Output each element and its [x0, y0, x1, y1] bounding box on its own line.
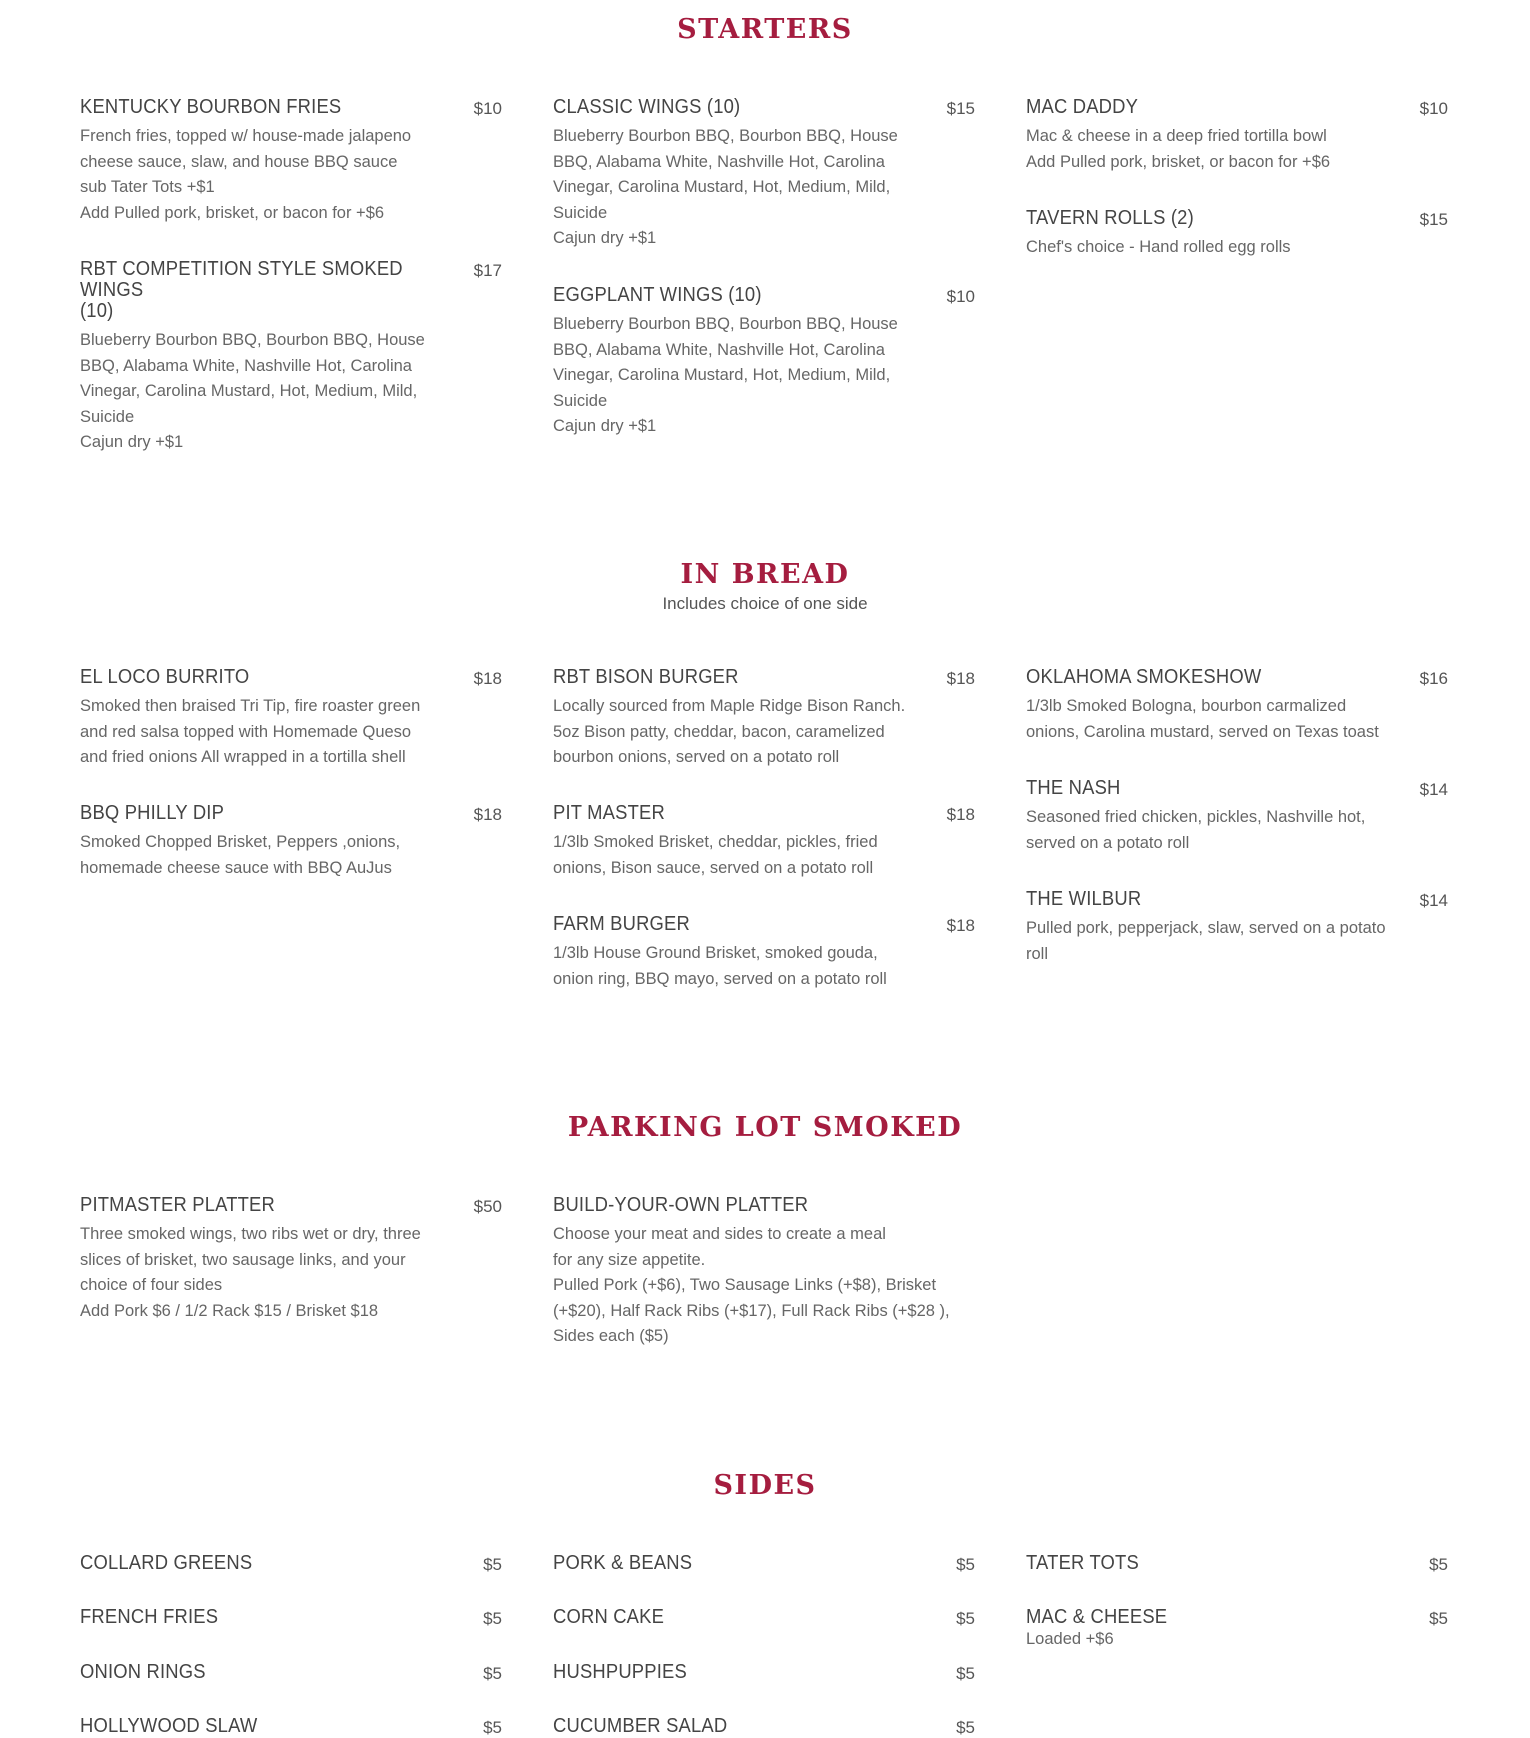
item-description: [1026, 694, 1396, 745]
item-name: HUSHPUPPIES: [553, 1661, 687, 1683]
item-description: [553, 1222, 973, 1350]
side-item: [1026, 1553, 1448, 1574]
item-desc-line: Mac & cheese in a deep fried tortilla bowl: [1026, 127, 1327, 145]
item-description: [1026, 916, 1396, 967]
item-description: [80, 1222, 450, 1324]
item-description: [80, 124, 450, 226]
item-name: PIT MASTER: [553, 802, 665, 824]
item-desc-line: onions, Carolina mustard, served on Texas toast: [1026, 722, 1379, 741]
item-price: $5: [1429, 1555, 1448, 1574]
side-item: [553, 1607, 975, 1628]
sides-section: [0, 1470, 1530, 1501]
item-desc-line: Sides each ($5): [553, 1327, 669, 1345]
item-price: $50: [473, 1197, 502, 1216]
item-desc-line: Pulled Pork (+$6), Two Sausage Links (+$8), Brisket: [553, 1276, 937, 1294]
starters-section: [0, 14, 1530, 45]
item-description: [553, 694, 923, 771]
item-name: ONION RINGS: [80, 1661, 206, 1683]
item-name: TATER TOTS: [1026, 1552, 1139, 1574]
item-desc-line: BBQ, Alabama White, Nashville Hot, Carolina: [80, 356, 412, 375]
item-price: $10: [473, 99, 502, 118]
item-desc-line: Cajun dry +$1: [553, 417, 657, 435]
item-desc-line: onion ring, BBQ mayo, served on a potato roll: [553, 969, 887, 988]
side-item: [553, 1716, 975, 1737]
item-price: $18: [473, 669, 502, 688]
item-name: PITMASTER PLATTER: [80, 1194, 275, 1216]
item-desc-line: 1/3lb Smoked Bologna, bourbon carmalized: [1026, 697, 1347, 715]
menu-item: [1026, 667, 1448, 745]
item-desc-line: BBQ, Alabama White, Nashville Hot, Carolina: [553, 340, 885, 359]
item-price: $5: [956, 1718, 975, 1737]
item-description: [80, 830, 450, 881]
menu-item: [553, 285, 975, 440]
item-price: $17: [473, 261, 502, 280]
item-name: FARM BURGER: [553, 913, 690, 935]
section-title-sides: SIDES: [713, 1470, 817, 1501]
menu-item: [553, 667, 975, 771]
item-description: [553, 312, 923, 440]
item-desc-line: cheese sauce, slaw, and house BBQ sauce: [80, 152, 398, 171]
item-desc-line: Vinegar, Carolina Mustard, Hot, Medium, Mild,: [80, 382, 418, 400]
side-item: [80, 1553, 502, 1574]
item-name: EGGPLANT WINGS (10): [553, 284, 762, 306]
side-item: [80, 1607, 502, 1628]
item-price: $10: [1419, 99, 1448, 118]
item-price: $5: [483, 1609, 502, 1628]
item-name-line: RBT COMPETITION STYLE SMOKED WINGS: [80, 258, 403, 301]
item-price: $14: [1419, 891, 1448, 910]
item-name: CORN CAKE: [553, 1606, 665, 1628]
item-desc-line: Three smoked wings, two ribs wet or dry, three: [80, 1225, 421, 1243]
item-price: $5: [483, 1718, 502, 1737]
item-desc-line: and fried onions All wrapped in a tortilla shell: [80, 748, 406, 766]
item-name: MAC DADDY: [1026, 96, 1139, 118]
item-desc-line: 1/3lb House Ground Brisket, smoked gouda,: [553, 944, 878, 962]
item-desc-line: Vinegar, Carolina Mustard, Hot, Medium, Mild,: [553, 178, 891, 196]
item-desc-line: Seasoned fried chicken, pickles, Nashville hot,: [1026, 808, 1366, 826]
section-title-parking-lot: PARKING LOT SMOKED: [567, 1112, 963, 1143]
item-desc-line: Chef's choice - Hand rolled egg rolls: [1026, 238, 1291, 256]
item-desc-line: and red salsa topped with Homemade Queso: [80, 722, 412, 741]
item-desc-line: Blueberry Bourbon BBQ, Bourbon BBQ, House: [553, 127, 898, 145]
item-name: HOLLYWOOD SLAW: [80, 1715, 258, 1737]
item-name-line: (10): [80, 300, 114, 322]
item-price: $15: [1419, 210, 1448, 229]
item-desc-line: Add Pulled pork, brisket, or bacon for +$6: [80, 203, 385, 222]
item-price: $15: [946, 99, 975, 118]
item-name: COLLARD GREENS: [80, 1552, 253, 1574]
item-description: [553, 941, 923, 992]
menu-item: [80, 803, 502, 881]
item-desc-line: Cajun dry +$1: [553, 229, 657, 247]
item-desc-line: homemade cheese sauce with BBQ AuJus: [80, 858, 392, 877]
side-note: Loaded +$6: [1026, 1630, 1114, 1648]
item-desc-line: Pulled pork, pepperjack, slaw, served on a potato: [1026, 919, 1386, 937]
item-desc-line: sub Tater Tots +$1: [80, 178, 215, 196]
item-price: $18: [946, 916, 975, 935]
side-item: [553, 1553, 975, 1574]
item-description: [1026, 805, 1396, 856]
item-description: [80, 328, 450, 456]
item-name: OKLAHOMA SMOKESHOW: [1026, 666, 1262, 688]
menu-item: [1026, 97, 1448, 175]
item-name: TAVERN ROLLS (2): [1026, 207, 1194, 229]
item-desc-line: served on a potato roll: [1026, 833, 1190, 852]
menu-item: [80, 97, 502, 226]
item-price: $5: [956, 1609, 975, 1628]
item-description: [80, 694, 450, 771]
menu-item: [1026, 208, 1448, 261]
item-desc-line: Blueberry Bourbon BBQ, Bourbon BBQ, House: [80, 331, 425, 349]
menu-item: [80, 259, 502, 456]
item-name: PORK & BEANS: [553, 1552, 693, 1574]
menu-item: [80, 1195, 502, 1324]
item-name: [80, 259, 416, 322]
item-name: MAC & CHEESE: [1026, 1606, 1168, 1628]
item-name: THE NASH: [1026, 777, 1121, 799]
side-item: [80, 1662, 502, 1683]
item-price: $18: [473, 805, 502, 824]
item-name: KENTUCKY BOURBON FRIES: [80, 96, 342, 118]
item-name: THE WILBUR: [1026, 888, 1142, 910]
menu-item: [80, 667, 502, 771]
item-description: [553, 830, 923, 881]
item-price: $5: [1429, 1609, 1448, 1628]
item-desc-line: 1/3lb Smoked Brisket, cheddar, pickles, fried: [553, 833, 878, 851]
item-name: FRENCH FRIES: [80, 1606, 219, 1628]
menu-item: [1026, 778, 1448, 856]
menu-item: [553, 97, 975, 252]
item-price: $14: [1419, 780, 1448, 799]
section-title-in-bread: IN BREAD: [680, 559, 850, 590]
side-item: [1026, 1607, 1448, 1649]
item-desc-line: Vinegar, Carolina Mustard, Hot, Medium, Mild,: [553, 366, 891, 384]
side-item: [553, 1662, 975, 1683]
item-desc-line: bourbon onions, served on a potato roll: [553, 748, 840, 766]
item-price: $10: [946, 287, 975, 306]
side-item: [80, 1716, 502, 1737]
item-desc-line: Suicide: [80, 407, 135, 426]
item-name: EL LOCO BURRITO: [80, 666, 250, 688]
item-price: $18: [946, 805, 975, 824]
item-desc-line: Suicide: [553, 203, 608, 222]
item-desc-line: 5oz Bison patty, cheddar, bacon, caramelized: [553, 722, 885, 741]
item-desc-line: Smoked Chopped Brisket, Peppers ,onions,: [80, 833, 401, 851]
menu-item: [553, 1195, 975, 1350]
item-name: CUCUMBER SALAD: [553, 1715, 728, 1737]
item-desc-line: slices of brisket, two sausage links, and your: [80, 1250, 406, 1269]
parking-lot-section: [0, 1112, 1530, 1143]
item-desc-line: Suicide: [553, 391, 608, 410]
item-desc-line: Choose your meat and sides to create a meal: [553, 1225, 886, 1243]
item-desc-line: Add Pork $6 / 1/2 Rack $15 / Brisket $18: [80, 1301, 379, 1320]
section-subtitle: Includes choice of one side: [662, 594, 868, 613]
item-desc-line: Locally sourced from Maple Ridge Bison Ranch.: [553, 697, 906, 715]
section-title-starters: STARTERS: [677, 14, 853, 45]
item-name: CLASSIC WINGS (10): [553, 96, 741, 118]
item-desc-line: Blueberry Bourbon BBQ, Bourbon BBQ, House: [553, 315, 898, 333]
item-desc-line: for any size appetite.: [553, 1250, 706, 1269]
item-price: $5: [956, 1555, 975, 1574]
menu-item: [1026, 889, 1448, 967]
item-desc-line: Cajun dry +$1: [80, 433, 184, 451]
item-desc-line: roll: [1026, 944, 1049, 963]
item-desc-line: choice of four sides: [80, 1276, 223, 1294]
item-name: BBQ PHILLY DIP: [80, 802, 225, 824]
item-name: BUILD-YOUR-OWN PLATTER: [553, 1194, 809, 1216]
item-description: [553, 124, 923, 252]
item-name: RBT BISON BURGER: [553, 666, 739, 688]
menu-item: [553, 914, 975, 992]
item-price: $18: [946, 669, 975, 688]
item-desc-line: French fries, topped w/ house-made jalapeno: [80, 127, 412, 145]
menu-item: [553, 803, 975, 881]
item-price: $16: [1419, 669, 1448, 688]
item-price: $5: [483, 1664, 502, 1683]
item-desc-line: onions, Bison sauce, served on a potato roll: [553, 858, 874, 877]
in-bread-section: [0, 559, 1530, 614]
item-desc-line: (+$20), Half Rack Ribs (+$17), Full Rack Ribs (+$28 ),: [553, 1301, 950, 1320]
item-description: [1026, 124, 1396, 175]
item-price: $5: [483, 1555, 502, 1574]
item-description: [1026, 235, 1396, 261]
item-desc-line: Smoked then braised Tri Tip, fire roaster green: [80, 697, 421, 715]
item-price: $5: [956, 1664, 975, 1683]
item-desc-line: BBQ, Alabama White, Nashville Hot, Carolina: [553, 152, 885, 171]
item-desc-line: Add Pulled pork, brisket, or bacon for +$6: [1026, 152, 1331, 171]
